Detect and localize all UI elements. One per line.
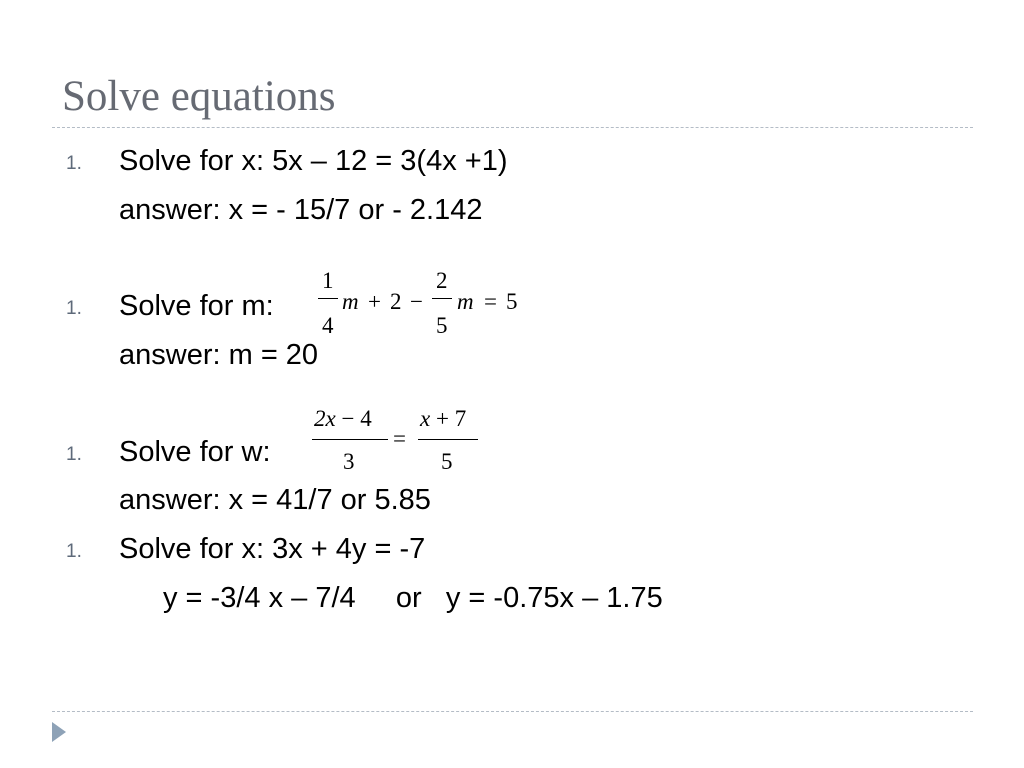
fraction-denominator: 5 — [436, 313, 448, 338]
variable-m: m — [457, 289, 474, 314]
title-divider — [52, 127, 973, 128]
fraction-numerator: x + 7 — [420, 406, 467, 431]
fraction-bar — [432, 298, 452, 299]
item-number: 1. — [66, 298, 82, 319]
constant-term: 2 — [390, 289, 402, 314]
fraction-denominator: 5 — [441, 449, 453, 474]
footer-divider — [52, 711, 973, 712]
fraction-denominator: 3 — [343, 449, 355, 474]
minus-sign: − — [410, 289, 423, 314]
problem-prompt: Solve for m: — [119, 290, 274, 322]
fraction-denominator: 4 — [322, 313, 334, 338]
fraction-bar — [418, 439, 478, 440]
problem-prompt: Solve for x: 3x + 4y = -7 — [119, 533, 426, 565]
problem-prompt: Solve for x: 5x – 12 = 3(4x +1) — [119, 145, 508, 177]
fraction-numerator: 2x − 4 — [314, 406, 372, 431]
problem-answer: y = -3/4 x – 7/4 or y = -0.75x – 1.75 — [163, 582, 663, 614]
plus-sign: + — [368, 289, 381, 314]
item-number: 1. — [66, 153, 82, 174]
fraction-numerator: 1 — [322, 268, 334, 293]
fraction-bar — [312, 439, 388, 440]
item-number: 1. — [66, 541, 82, 562]
problem-answer: answer: m = 20 — [119, 339, 319, 371]
fraction-bar — [318, 298, 338, 299]
fraction-numerator: 2 — [436, 268, 448, 293]
triangle-right-icon[interactable] — [52, 722, 66, 742]
problem-prompt: Solve for w: — [119, 436, 271, 468]
problem-answer: answer: x = 41/7 or 5.85 — [119, 484, 431, 516]
problem-answer: answer: x = - 15/7 or - 2.142 — [119, 194, 483, 226]
equals-sign: = — [484, 289, 497, 314]
item-number: 1. — [66, 444, 82, 465]
variable-m: m — [342, 289, 359, 314]
equals-sign: = — [393, 426, 406, 451]
slide-title: Solve equations — [62, 73, 336, 120]
rhs-value: 5 — [506, 289, 518, 314]
